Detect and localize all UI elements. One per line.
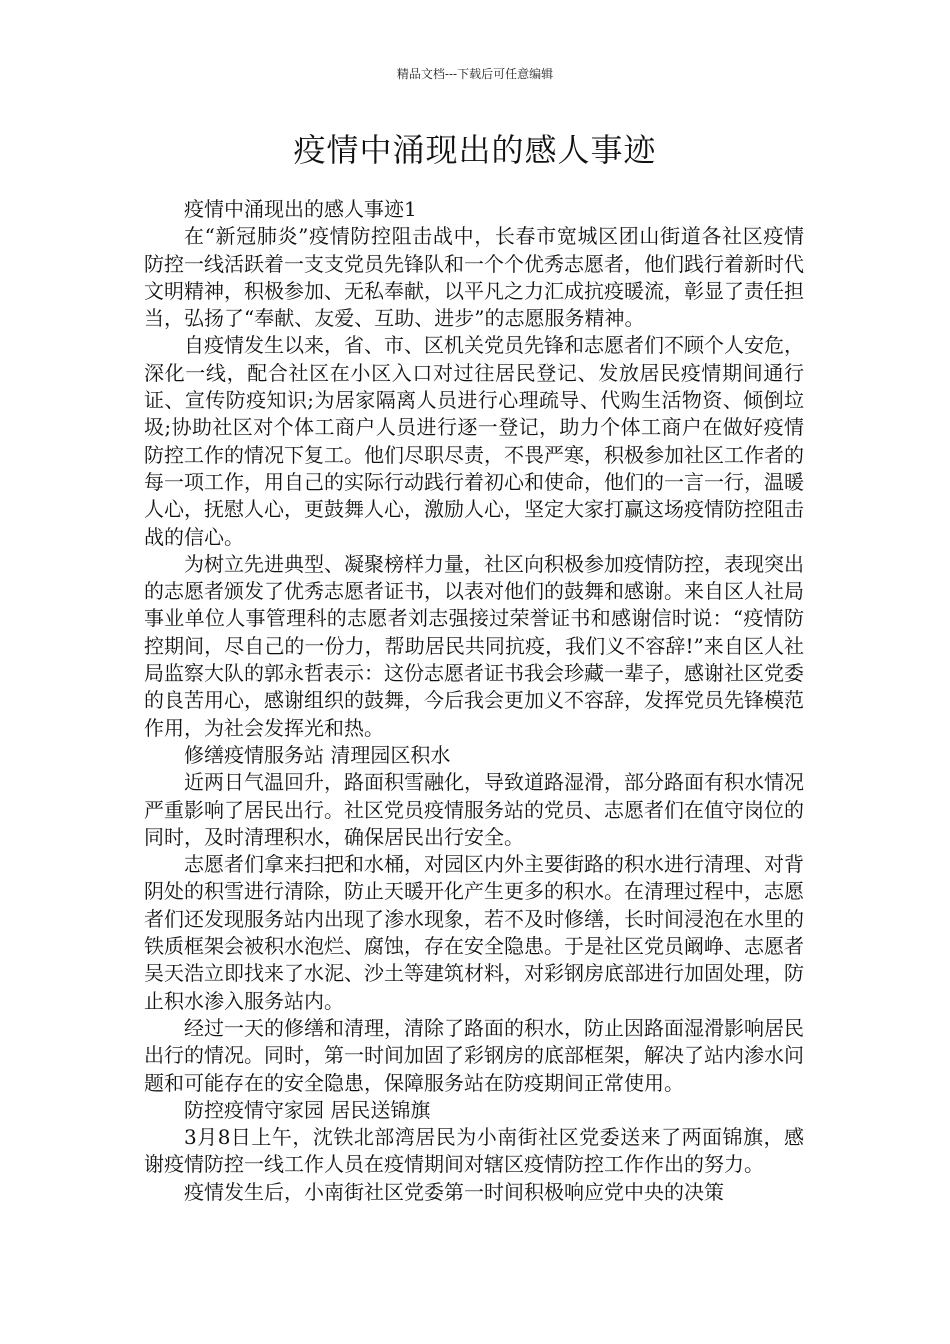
paragraph-6: 经过一天的修缮和清理，清除了路面的积水，防止因路面湿滑影响居民出行的情况。同时，第一时间加固了彩钢房的底部框架，解决了站内渗水问题和可能存在的安全隐患，保障服务站在防疫期间正常使用。 <box>144 1015 804 1095</box>
header-note: 精品文档---下载后可任意编辑 <box>396 67 554 81</box>
document-body <box>144 196 804 1206</box>
section-title-3: 防控疫情守家园 居民送锦旗 <box>184 1097 431 1122</box>
paragraph-8: 疫情发生后，小南街社区党委第一时间积极响应党中央的决策 <box>184 1179 724 1204</box>
paragraph-7: 3月8日上午，沈铁北部湾居民为小南街社区党委送来了两面锦旗，感谢疫情防控一线工作人员在疫情期间对辖区疫情防控工作作出的努力。 <box>144 1125 804 1177</box>
paragraph-4: 近两日气温回升，路面积雪融化，导致道路湿滑，部分路面有积水情况严重影响了居民出行。社区党员疫情服务站的党员、志愿者们在值守岗位的同时，及时清理积水，确保居民出行安全。 <box>144 770 804 849</box>
paragraph-1: 在“新冠肺炎”疫情防控阻击战中，长春市宽城区团山街道各社区疫情防控一线活跃着一支支党员先锋队和一个个优秀志愿者，他们践行着新时代文明精神，积极参加、无私奉献，以平凡之力汇成抗疫暖流，彰显了责任担当，弘扬了“奉献、友爱、互助、进步”的志愿服务精神。 <box>144 224 804 331</box>
document-title: 疫情中涌现出的感人事迹 <box>293 131 657 169</box>
section-title-2: 修缮疫情服务站 清理园区积水 <box>184 742 451 767</box>
paragraph-3: 为树立先进典型、凝聚榜样力量，社区向积极参加疫情防控，表现突出的志愿者颁发了优秀志愿者证书，以表对他们的鼓舞和感谢。来自区人社局事业单位人事管理科的志愿者刘志强接过荣誉证书和感谢信时说：“疫情防控期间，尽自己的一份力，帮助居民共同抗疫，我们义不容辞!”来自区人社局监察大队的郭永哲表示：这份志愿者证书我会珍藏一辈子，感谢社区党委的良苦用心，感谢组织的鼓舞，今后我会更加义不容辞，发挥党员先锋模范作用，为社会发挥光和热。 <box>144 551 804 740</box>
paragraph-2: 自疫情发生以来，省、市、区机关党员先锋和志愿者们不顾个人安危，深化一线，配合社区在小区入口对过往居民登记、发放居民疫情期间通行证、宣传防疫知识;为居家隔离人员进行心理疏导、代购生活物资、倾倒垃圾;协助社区对个体工商户人员进行逐一登记，助力个体工商户在做好疫情防控工作的情况下复工。他们尽职尽责，不畏严寒，积极参加社区工作者的每一项工作，用自己的实际行动践行着初心和使命，他们的一言一行，温暖人心，抚慰人心，更鼓舞人心，激励人心，坚定大家打赢这场疫情防控阻击战的信心。 <box>144 333 804 549</box>
paragraph-5: 志愿者们拿来扫把和水桶，对园区内外主要街路的积水进行清理、对背阴处的积雪进行清除，防止天暖开化产生更多的积水。在清理过程中，志愿者们还发现服务站内出现了渗水现象，若不及时修缮，长时间浸泡在水里的铁质框架会被积水泡烂、腐蚀，存在安全隐患。于是社区党员阚峥、志愿者吴天浩立即找来了水泥、沙土等建筑材料，对彩钢房底部进行加固处理，防止积水渗入服务站内。 <box>144 852 804 1013</box>
section-title-1: 疫情中涌现出的感人事迹1 <box>184 197 417 221</box>
